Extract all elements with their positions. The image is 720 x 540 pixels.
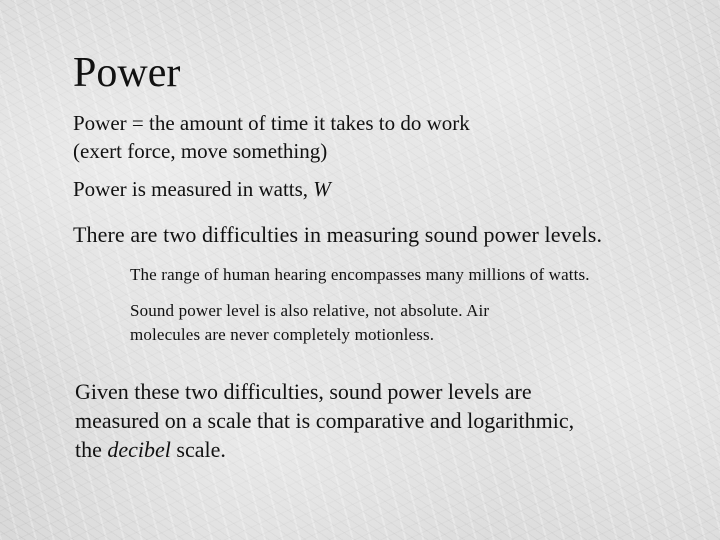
slide-title: Power	[73, 50, 181, 96]
conclusion-line-3-end: scale.	[170, 437, 226, 462]
decibel-term: decibel	[107, 437, 171, 462]
power-definition-line-1: Power = the amount of time it takes to do work	[73, 111, 470, 135]
power-measurement	[73, 175, 331, 203]
difficulty-item: The range of human hearing encompasses many millions of watts.	[130, 265, 590, 284]
conclusion-line-2: measured on a scale that is comparative and logarithmic,	[75, 408, 575, 433]
watt-unit: W	[313, 177, 331, 201]
conclusion	[75, 377, 665, 464]
difficulty-item: Sound power level is also relative, not absolute. Air molecules are never completely motionless.	[130, 301, 490, 344]
conclusion-line-1: Given these two difficulties, sound power levels are	[75, 379, 532, 404]
power-measurement-text: Power is measured in watts,	[73, 177, 314, 201]
conclusion-line-3-start: the	[75, 437, 108, 462]
power-definition-line-2: (exert force, move something)	[73, 139, 328, 163]
power-definition	[73, 109, 633, 165]
difficulties-intro: There are two difficulties in measuring sound power levels.	[73, 222, 603, 247]
